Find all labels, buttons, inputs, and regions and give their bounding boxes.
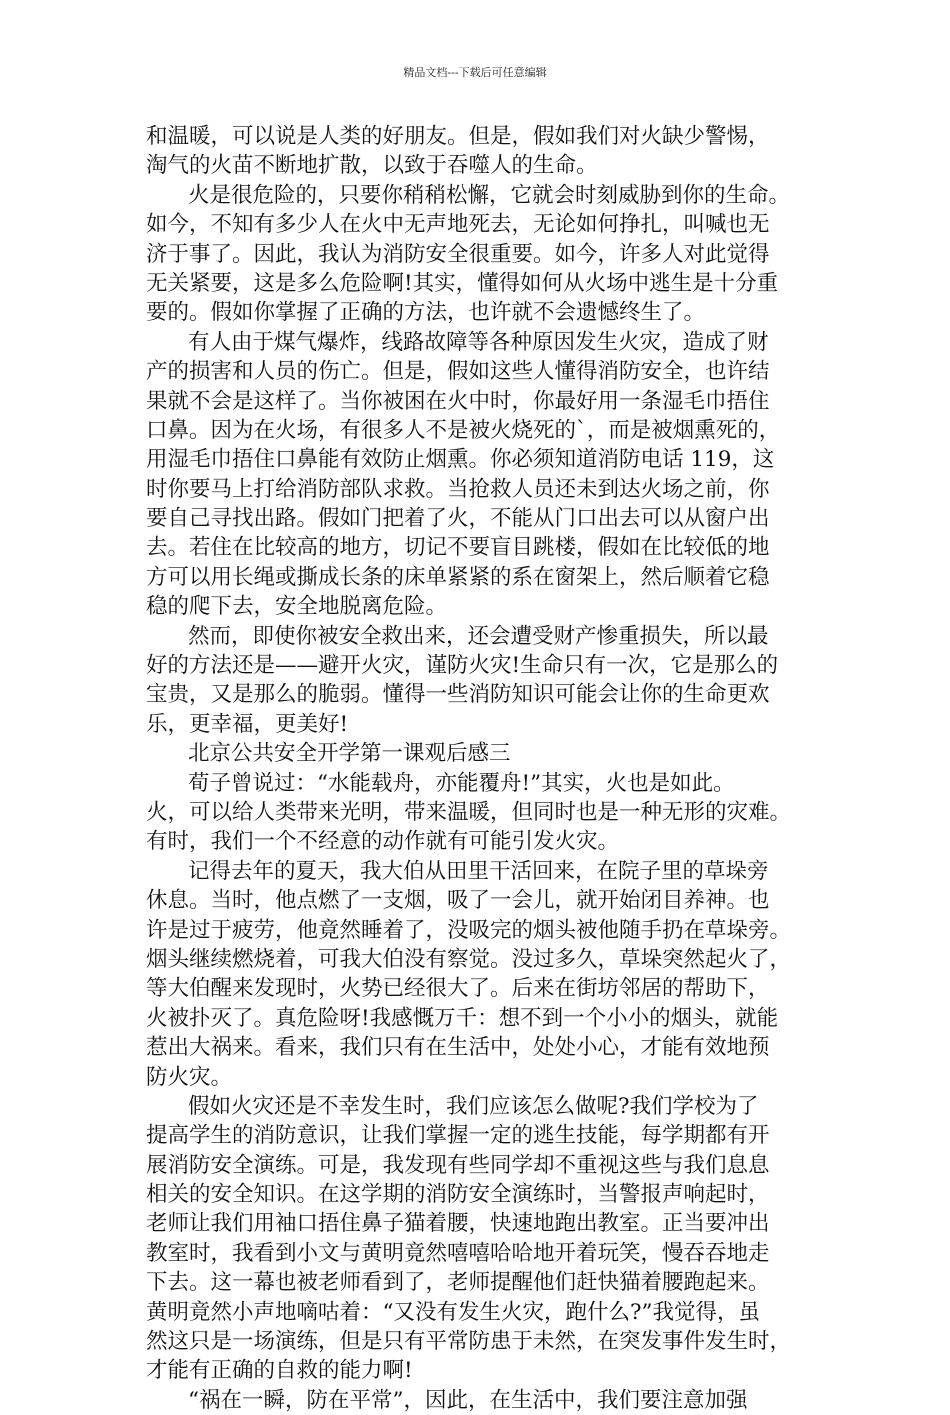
text-line: 北京公共安全开学第一课观后感三 <box>188 741 511 767</box>
text-line: 淘气的火苗不断地扩散，以致于吞噬人的生命。 <box>146 153 598 179</box>
text-line: “祸在一瞬，防在平常”，因此，在生活中，我们要注意加强 <box>188 1387 748 1413</box>
text-line: 时你要马上打给消防部队求救。当抢救人员还未到达火场之前，你 <box>146 476 770 502</box>
text-line: 产的损害和人员的伤亡。但是，假如这些人懂得消防安全，也许结 <box>146 359 770 385</box>
text-line: 有时，我们一个不经意的动作就有可能引发火灾。 <box>146 829 620 855</box>
text-line: 下去。这一幕也被老师看到了，老师提醒他们赶快猫着腰跑起来。 <box>146 1270 770 1296</box>
text-line: 火，可以给人类带来光明，带来温暖，但同时也是一种无形的灾难。 <box>146 799 792 825</box>
text-line: 火是很危险的，只要你稍稍松懈，它就会时刻威胁到你的生命。 <box>188 182 791 208</box>
text-line: 记得去年的夏天，我大伯从田里干活回来，在院子里的草垛旁 <box>188 858 769 884</box>
text-line: 休息。当时，他点燃了一支烟，吸了一会儿，就开始闭目养神。也 <box>146 888 770 914</box>
text-line: 方可以用长绳或撕成长条的床单紧紧的系在窗架上，然后顺着它稳 <box>146 564 770 590</box>
text-line: 然这只是一场演练，但是只有平常防患于未然，在突发事件发生时， <box>146 1329 792 1355</box>
text-line: 稳的爬下去，安全地脱离危险。 <box>146 594 448 620</box>
text-line: 有人由于煤气爆炸，线路故障等各种原因发生火灾，造成了财 <box>188 329 769 355</box>
text-line: 烟头继续燃烧着，可我大伯没有察觉。没过多久，草垛突然起火了， <box>146 946 792 972</box>
text-line: 无关紧要，这是多么危险啊!其实，懂得如何从火场中逃生是十分重 <box>146 270 779 296</box>
text-line: 防火灾。 <box>146 1064 233 1090</box>
text-line: 去。若住在比较高的地方，切记不要盲目跳楼，假如在比较低的地 <box>146 535 770 561</box>
text-line: 黄明竟然小声地嘀咕着：“又没有发生火灾，跑什么?”我觉得，虽 <box>146 1299 761 1325</box>
text-line: 好的方法还是——避开火灾，谨防火灾!生命只有一次，它是那么的 <box>146 653 779 679</box>
text-line: 荀子曾说过：“水能载舟，亦能覆舟!”其实，火也是如此。 <box>188 770 735 796</box>
text-line: 和温暖，可以说是人类的好朋友。但是，假如我们对火缺少警惕， <box>146 124 770 149</box>
text-line: 然而，即使你被安全救出来，还会遭受财产惨重损失，所以最 <box>188 623 769 649</box>
text-line: 提高学生的消防意识，让我们掌握一定的逃生技能，每学期都有开 <box>146 1123 770 1149</box>
text-line: 许是过于疲劳，他竟然睡着了，没吸完的烟头被他随手扔在草垛旁。 <box>146 917 792 943</box>
text-line: 等大伯醒来发现时，火势已经很大了。后来在街坊邻居的帮助下， <box>146 976 770 1002</box>
text-line: 济于事了。因此，我认为消防安全很重要。如今，许多人对此觉得 <box>146 241 770 267</box>
text-line: 乐，更幸福，更美好! <box>146 711 349 737</box>
page-header: 精品文档---下载后可任意编辑 <box>403 66 547 79</box>
text-line: 相关的安全知识。在这学期的消防安全演练时，当警报声响起时， <box>146 1182 770 1208</box>
text-line: 用湿毛巾捂住口鼻能有效防止烟熏。你必须知道消防电话 119，这 <box>146 447 775 473</box>
text-line: 要的。假如你掌握了正确的方法，也许就不会遗憾终生了。 <box>146 300 706 326</box>
document-body <box>146 122 806 1415</box>
text-line: 如今，不知有多少人在火中无声地死去，无论如何挣扎，叫喊也无 <box>146 212 770 238</box>
text-line: 教室时，我看到小文与黄明竟然嘻嘻哈哈地开着玩笑，慢吞吞地走 <box>146 1240 770 1266</box>
text-line: 假如火灾还是不幸发生时，我们应该怎么做呢?我们学校为了 <box>188 1093 759 1119</box>
text-line: 惹出大祸来。看来，我们只有在生活中，处处小心，才能有效地预 <box>146 1035 770 1061</box>
text-line: 火被扑灭了。真危险呀!我感慨万千：想不到一个小小的烟头，就能 <box>146 1005 779 1031</box>
text-line: 口鼻。因为在火场，有很多人不是被火烧死的`，而是被烟熏死的， <box>146 417 781 443</box>
text-line: 要自己寻找出路。假如门把着了火，不能从门口出去可以从窗户出 <box>146 506 770 532</box>
text-line: 老师让我们用袖口捂住鼻子猫着腰，快速地跑出教室。正当要冲出 <box>146 1211 770 1237</box>
text-line: 宝贵，又是那么的脆弱。懂得一些消防知识可能会让你的生命更欢 <box>146 682 770 708</box>
text-line: 展消防安全演练。可是，我发现有些同学却不重视这些与我们息息 <box>146 1152 770 1178</box>
text-line: 果就不会是这样了。当你被困在火中时，你最好用一条湿毛巾捂住 <box>146 388 770 414</box>
text-line: 才能有正确的自救的能力啊! <box>146 1358 413 1384</box>
